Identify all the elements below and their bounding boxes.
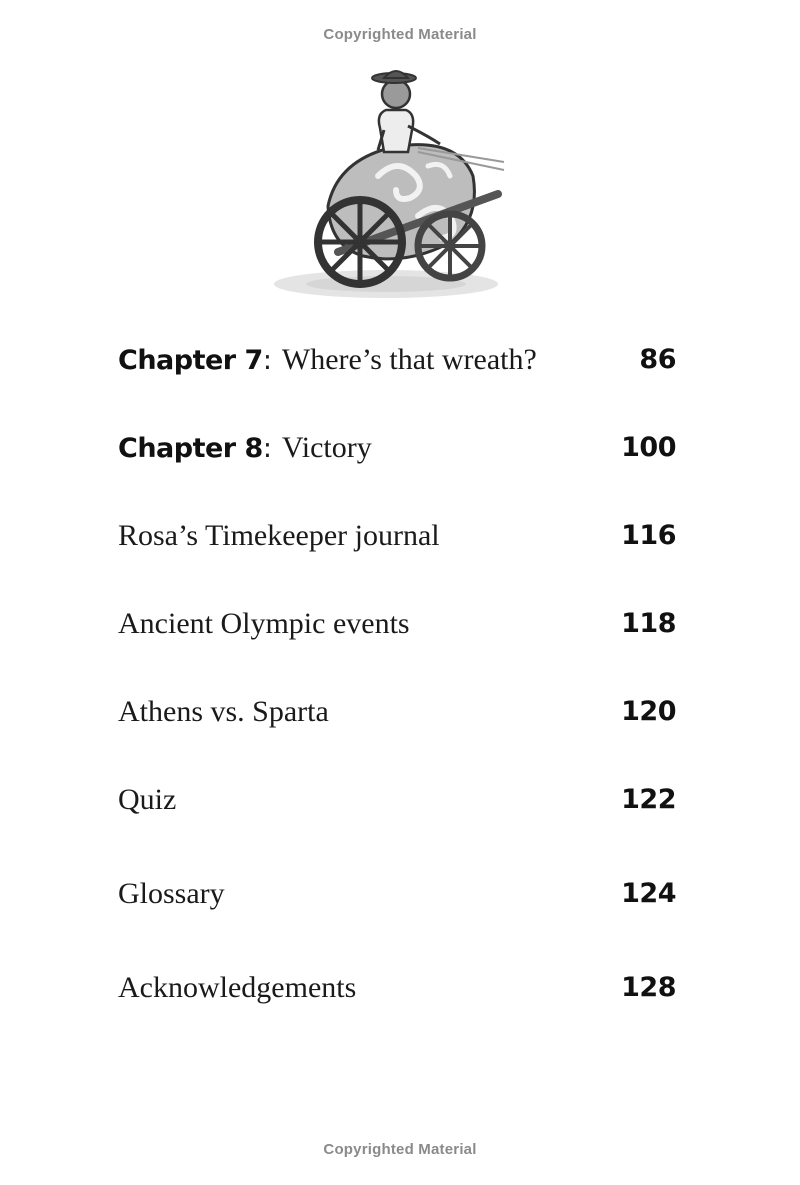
chapter-label: Chapter 7 xyxy=(118,345,263,376)
page-number: 86 xyxy=(639,344,676,375)
copyright-watermark-top: Copyrighted Material xyxy=(323,26,477,43)
toc-title: Rosa’s Timekeeper journal xyxy=(118,519,440,552)
toc-title: Chapter 7: Where’s that wreath? xyxy=(118,343,537,376)
page-number: 120 xyxy=(621,696,676,727)
toc-title: Acknowledgements xyxy=(118,971,357,1004)
page-number: 100 xyxy=(621,432,676,463)
toc-entry-journal[interactable] xyxy=(118,509,678,553)
toc-entry-chapter-8[interactable] xyxy=(118,421,678,465)
chariot-rider-icon xyxy=(268,66,508,306)
page-number: 122 xyxy=(621,784,676,815)
toc-entry-quiz[interactable] xyxy=(118,773,678,817)
chapter-label: Chapter 8 xyxy=(118,433,263,464)
page-number: 116 xyxy=(621,520,676,551)
toc-title: Chapter 8: Victory xyxy=(118,431,372,464)
toc-entry-olympic-events[interactable] xyxy=(118,597,678,641)
toc-title: Athens vs. Sparta xyxy=(118,695,329,728)
page-number: 124 xyxy=(621,878,676,909)
chapter-title: Victory xyxy=(281,431,372,464)
toc-entry-acknowledgements[interactable] xyxy=(118,961,678,1005)
page-number: 118 xyxy=(621,608,676,639)
toc-title: Quiz xyxy=(118,783,177,816)
toc-title: Glossary xyxy=(118,877,225,910)
copyright-watermark-bottom: Copyrighted Material xyxy=(323,1141,477,1158)
toc-entry-chapter-7[interactable] xyxy=(118,333,678,377)
toc-entry-athens-sparta[interactable] xyxy=(118,685,678,729)
toc-entry-glossary[interactable] xyxy=(118,867,678,911)
page-number: 128 xyxy=(621,972,676,1003)
toc-title: Ancient Olympic events xyxy=(118,607,410,640)
chapter-title: Where’s that wreath? xyxy=(281,343,537,376)
